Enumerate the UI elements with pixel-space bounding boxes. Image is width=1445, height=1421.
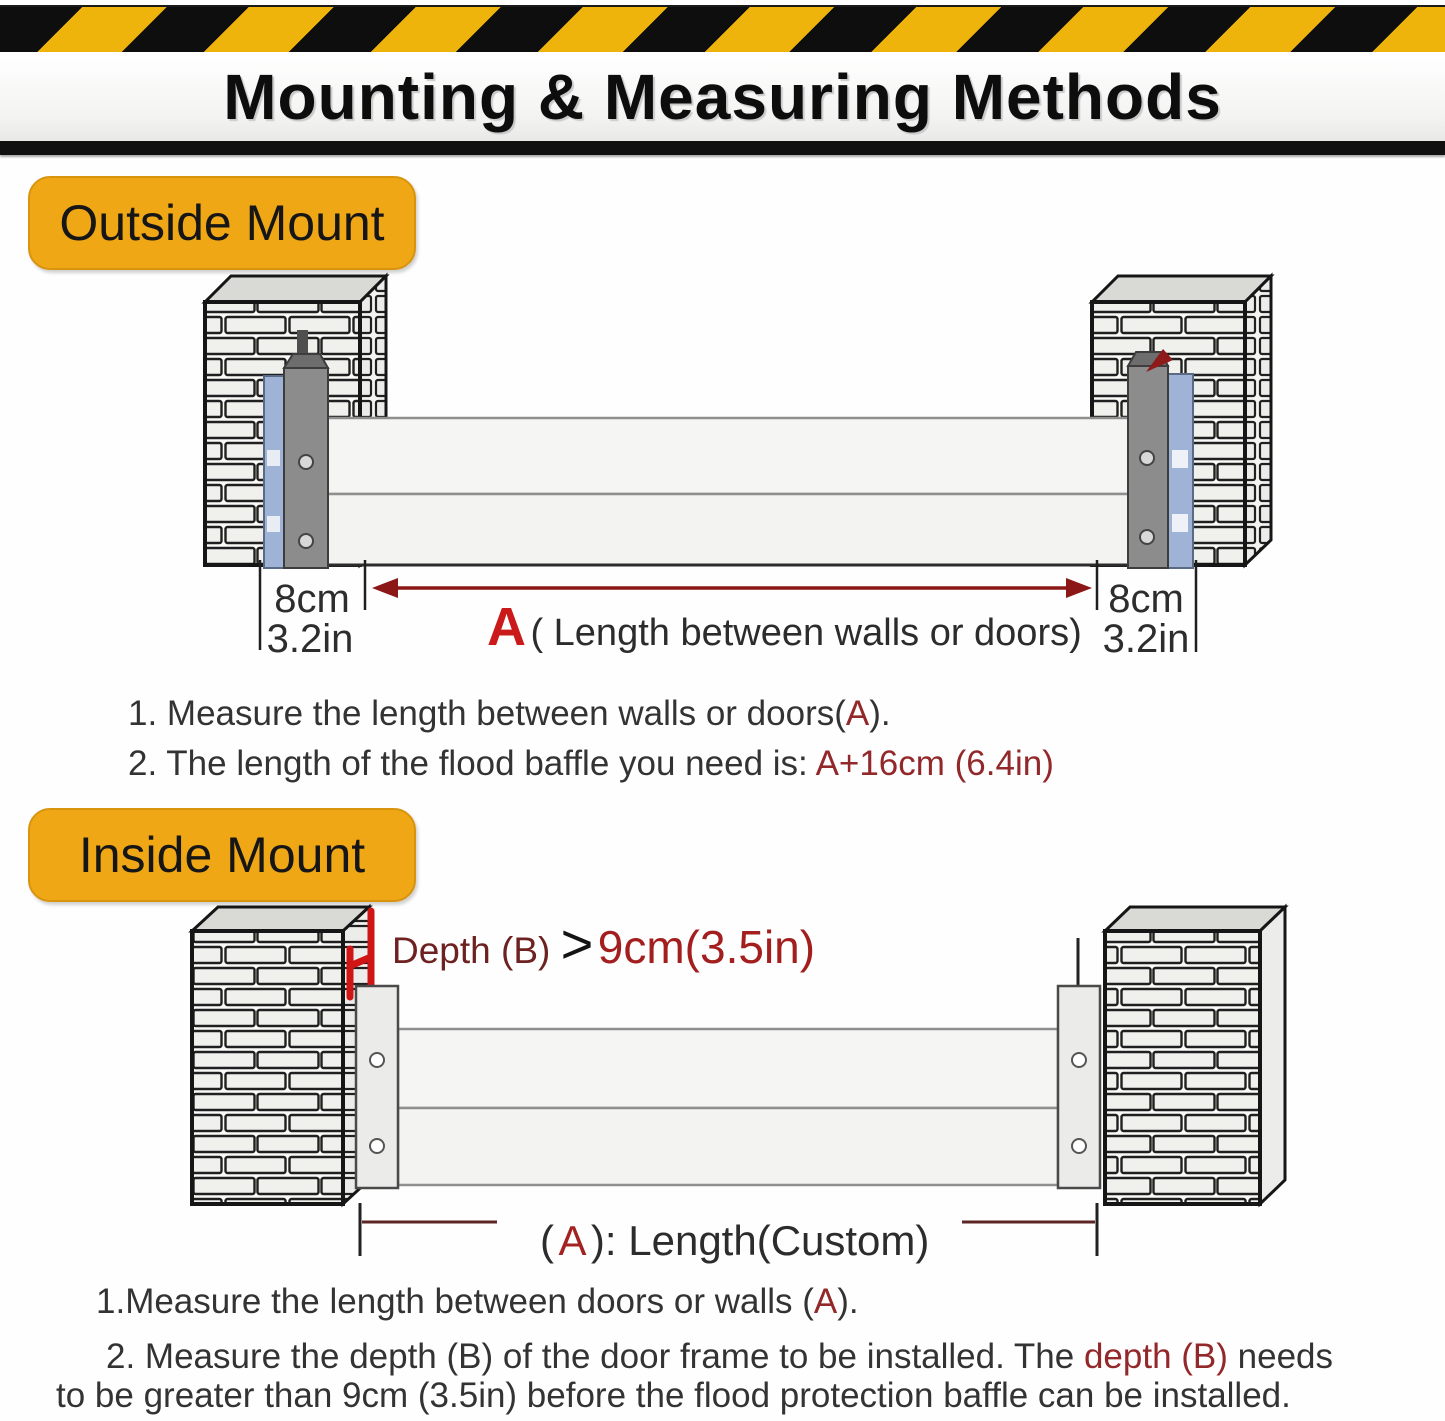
inside-step-2-continued: to be greater than 9cm (3.5in) before the flood protection baffle can be installed. bbox=[56, 1376, 1291, 1415]
page-title: Mounting & Measuring Methods bbox=[223, 60, 1222, 133]
flood-baffle-panels-inside bbox=[398, 1029, 1058, 1185]
left-brick-pillar-inside bbox=[192, 907, 369, 1204]
left-offset-cm: 8cm bbox=[274, 577, 350, 621]
flood-baffle-panels bbox=[326, 418, 1136, 565]
outside-mount-badge bbox=[28, 176, 416, 270]
outside-mount-diagram bbox=[0, 268, 1445, 680]
inside-mount-badge bbox=[28, 808, 416, 902]
header bbox=[0, 0, 1445, 155]
left-offset-in: 3.2in bbox=[266, 617, 354, 661]
inside-mount-badge-label: Inside Mount bbox=[78, 827, 366, 883]
inside-step-2: 2. Measure the depth (B) of the door frame to be installed. The depth (B) needs bbox=[106, 1337, 1334, 1376]
length-between-walls-label: A ( Length between walls or doors) bbox=[487, 597, 1082, 657]
inside-mount-diagram bbox=[0, 898, 1445, 1290]
right-brick-pillar-inside bbox=[1105, 907, 1285, 1204]
inside-dimensions bbox=[360, 1203, 1097, 1264]
hazard-stripe-band bbox=[0, 5, 1445, 52]
right-mounting-channel bbox=[1128, 349, 1193, 568]
outside-mount-badge-label: Outside Mount bbox=[59, 195, 385, 251]
header-divider bbox=[0, 141, 1445, 155]
outside-dimensions bbox=[260, 560, 1196, 661]
left-bracket-inside bbox=[356, 986, 398, 1188]
outside-step-2: 2. The length of the flood baffle you need is: A+16cm (6.4in) bbox=[128, 744, 1054, 783]
right-offset-in: 3.2in bbox=[1102, 617, 1190, 661]
custom-length-label: ( A ): Length(Custom) bbox=[540, 1217, 930, 1264]
length-arrow bbox=[372, 578, 1092, 598]
right-bracket-inside bbox=[1058, 938, 1100, 1188]
outside-step-1: 1. Measure the length between walls or doors(A). bbox=[128, 694, 891, 733]
depth-label: Depth (B) > 9cm(3.5in) bbox=[392, 912, 816, 975]
title-band bbox=[0, 52, 1445, 141]
right-offset-cm: 8cm bbox=[1108, 577, 1184, 621]
inside-step-1: 1.Measure the length between doors or walls (A). bbox=[96, 1282, 859, 1321]
